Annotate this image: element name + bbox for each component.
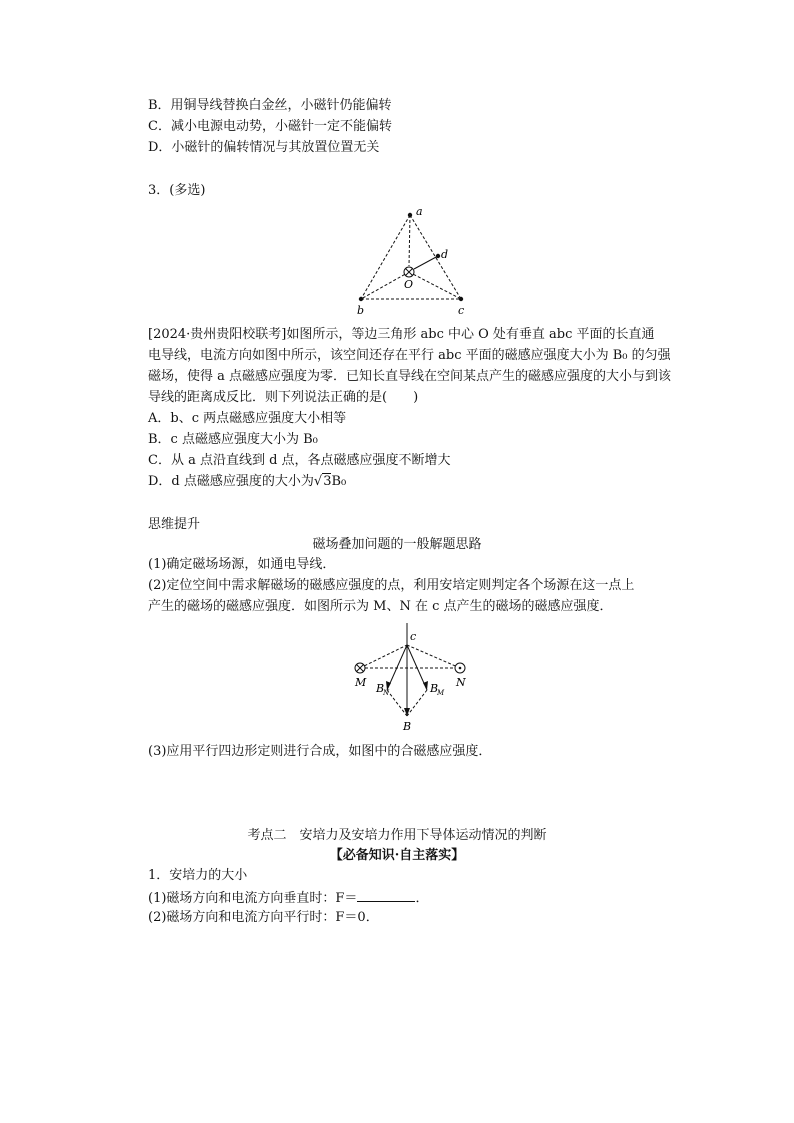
section2-item1-1	[148, 889, 428, 907]
line-o-d	[414, 256, 438, 269]
label-m: M	[355, 676, 367, 689]
line-n-c	[407, 645, 460, 668]
current-into-page-icon	[355, 663, 365, 673]
section2-title: 考点二 安培力及安培力作用下导体运动情况的判断	[247, 828, 547, 843]
thinking-step3: (3)应用平行四边形定则进行合成，如图中的合磁感应强度．	[148, 744, 492, 759]
sqrt-radicand: 3	[323, 474, 332, 489]
point-b	[359, 297, 363, 301]
q3-stem-line4: 导线的距离成反比．则下列说法正确的是( )	[148, 390, 419, 405]
point-c	[459, 297, 463, 301]
superposition-figure	[340, 620, 480, 735]
q3-option-d-prefix: D．d 点磁感应强度的大小为	[148, 474, 314, 489]
q3-option-c: C．从 a 点沿直线到 d 点，各点磁感应强度不断增大	[148, 453, 451, 468]
line-o-b	[361, 272, 409, 299]
thinking-step2-line1: (2)定位空间中需求解磁场的磁感应强度的点，利用安培定则判定各个场源在这一点上	[148, 578, 635, 593]
label-b: B	[403, 720, 412, 733]
item1-1-prefix: (1)磁场方向和电流方向垂直时：F＝	[148, 891, 358, 906]
line-bm-b	[407, 690, 427, 716]
label-c: c	[410, 630, 417, 643]
sqrt-symbol: √3	[313, 474, 332, 489]
q2-option-b: B．用铜导线替换白金丝，小磁针仍能偏转	[148, 98, 392, 113]
thinking-step2-line2: 产生的磁场的磁感应强度．如图所示为 M、N 在 c 点产生的磁场的磁感应强度．	[148, 599, 613, 614]
item1-1-suffix: ．	[415, 891, 429, 906]
line-a-o	[409, 215, 410, 266]
label-bm-sub: M	[437, 689, 445, 697]
q2-option-c: C．减小电源电动势，小磁针一定不能偏转	[148, 119, 392, 134]
line-bn-b	[387, 690, 407, 716]
triangle-figure	[340, 200, 480, 320]
label-o: O	[404, 278, 414, 291]
current-into-page-icon	[404, 267, 414, 277]
point-d	[436, 254, 440, 258]
triangle-side-ab	[361, 215, 410, 299]
thinking-title: 磁场叠加问题的一般解题思路	[312, 537, 482, 552]
q3-stem-line3: 磁场，使得 a 点磁感应强度为零．已知长直导线在空间某点产生的磁感应强度的大小与到该	[148, 369, 672, 384]
label-b: b	[357, 304, 365, 317]
label-bn-sub: N	[383, 689, 390, 697]
section2-item1-2: (2)磁场方向和电流方向平行时：F＝0．	[148, 910, 379, 925]
thinking-step1: (1)确定磁场场源，如通电导线．	[148, 557, 336, 572]
q3-option-a: A．b、c 两点磁感应强度大小相等	[148, 411, 347, 426]
label-bn: B	[376, 682, 385, 695]
thinking-heading: 思维提升	[148, 517, 201, 532]
q3-option-d	[148, 474, 346, 490]
q3-stem-line1: [2024·贵州贵阳校联考]如图所示，等边三角形 abc 中心 O 处有垂直 abc 平面的长直通	[148, 327, 655, 342]
label-d: d	[441, 248, 449, 261]
q3-option-d-suffix: B₀	[331, 474, 347, 489]
label-n: N	[456, 676, 466, 689]
arrowhead-b	[404, 708, 410, 716]
current-out-of-page-icon	[455, 663, 465, 673]
point-a	[408, 213, 412, 217]
section2-subtitle: 【必备知识·自主落实】	[329, 848, 465, 863]
q2-option-d: D．小磁针的偏转情况与其放置位置无关	[148, 140, 380, 155]
q3-stem-line2: 电导线，电流方向如图中所示，该空间还存在平行 abc 平面的磁感应强度大小为 B₀ 的匀强	[148, 348, 671, 363]
label-c: c	[458, 304, 465, 317]
section2-item1: 1．安培力的大小	[148, 868, 248, 883]
q3-option-b: B．c 点磁感应强度大小为 B₀	[148, 432, 318, 447]
line-m-c	[360, 645, 407, 668]
label-bm: B	[430, 682, 439, 695]
answer-blank[interactable]	[357, 889, 415, 902]
q3-number: 3．(多选)	[148, 183, 206, 198]
label-a: a	[416, 205, 423, 218]
